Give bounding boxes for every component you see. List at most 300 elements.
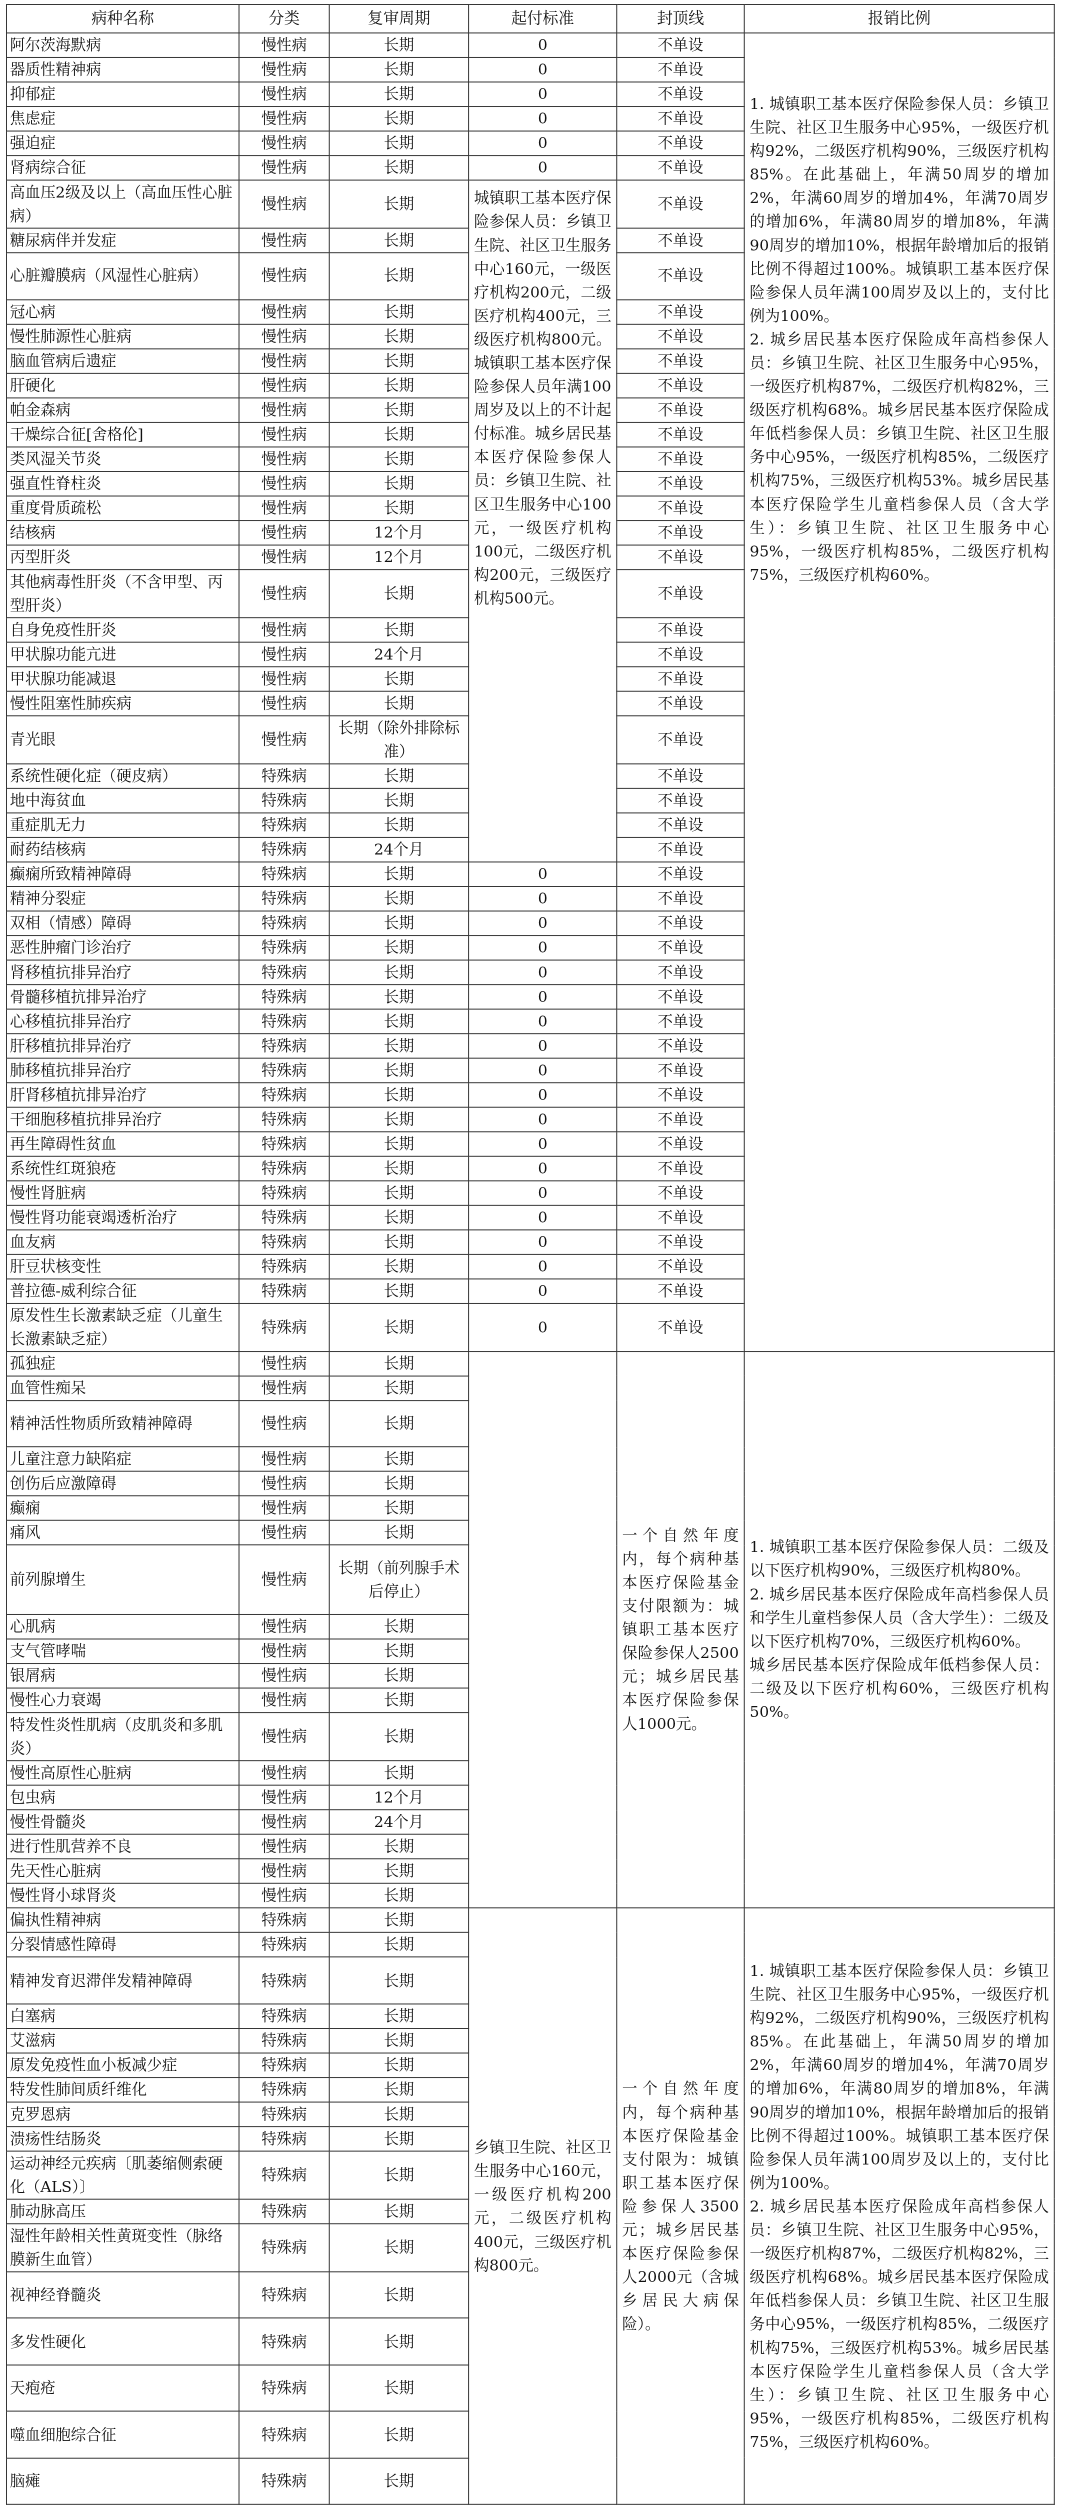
review-cycle-cell: 长期	[329, 2318, 468, 2365]
category-cell: 慢性病	[239, 1761, 329, 1786]
ratio-paragraph: 2. 城乡居民基本医疗保险成年高档参保人员：乡镇卫生院、社区卫生服务中心95%，一级医疗机构87%，二级医疗机构82%，三级医疗机构68%。城乡居民基本医疗保险成年低档参保人员：乡镇卫生院、社区卫生服务中心95%，一级医疗机构85%，二级医疗机构75%，三级医疗机构53%。城乡居民基本医疗保险学生儿童档参保人员（含大学生）：乡镇卫生院、社区卫生服务中心95%，一级医疗机构85%，二级医疗机构75%，三级医疗机构60%。	[749, 2197, 1049, 2451]
category-cell: 特殊病	[239, 2004, 329, 2029]
category-cell: 特殊病	[239, 1009, 329, 1034]
start-standard-cell: 0	[469, 1131, 617, 1156]
review-cycle-cell: 长期	[329, 348, 468, 373]
disease-name-cell: 肺动脉高压	[6, 2199, 239, 2224]
review-cycle-cell: 长期	[329, 1496, 468, 1521]
table-body	[6, 33, 1054, 2505]
disease-name-cell: 心移植抗排异治疗	[6, 1009, 239, 1034]
cap-line-cell: 不单设	[617, 471, 745, 496]
category-cell: 特殊病	[239, 2028, 329, 2053]
category-cell: 特殊病	[239, 1082, 329, 1107]
review-cycle-cell: 长期	[329, 1639, 468, 1664]
category-cell: 特殊病	[239, 2272, 329, 2319]
disease-name-cell: 多发性硬化	[6, 2318, 239, 2365]
start-standard-cell: 0	[469, 33, 617, 58]
disease-name-cell: 骨髓移植抗排异治疗	[6, 984, 239, 1009]
reimbursement-ratio-merged-cell	[744, 1351, 1054, 1908]
category-cell: 慢性病	[239, 1545, 329, 1615]
start-standard-cell: 0	[469, 1278, 617, 1303]
category-cell: 慢性病	[239, 1713, 329, 1761]
review-cycle-cell: 长期	[329, 1957, 468, 2004]
disease-name-cell: 肾移植抗排异治疗	[6, 960, 239, 985]
review-cycle-cell: 长期	[329, 253, 468, 300]
start-standard-cell: 0	[469, 886, 617, 911]
review-cycle-cell: 长期	[329, 2199, 468, 2224]
review-cycle-cell: 长期（除外排除标准）	[329, 715, 468, 763]
cap-line-cell: 不单设	[617, 861, 745, 886]
category-cell: 特殊病	[239, 1229, 329, 1254]
review-cycle-cell: 长期	[329, 1082, 468, 1107]
disease-name-cell: 冠心病	[6, 299, 239, 324]
category-cell: 慢性病	[239, 1496, 329, 1521]
review-cycle-cell: 长期	[329, 2004, 468, 2029]
disease-name-cell: 血友病	[6, 1229, 239, 1254]
category-cell: 特殊病	[239, 1908, 329, 1933]
disease-name-cell: 慢性阻塞性肺疾病	[6, 691, 239, 716]
disease-name-cell: 脑血管病后遗症	[6, 348, 239, 373]
disease-name-cell: 进行性肌营养不良	[6, 1834, 239, 1859]
category-cell: 特殊病	[239, 886, 329, 911]
start-standard-cell: 0	[469, 131, 617, 156]
disease-name-cell: 器质性精神病	[6, 57, 239, 82]
category-cell: 慢性病	[239, 1447, 329, 1472]
review-cycle-cell: 长期	[329, 1520, 468, 1545]
cap-line-cell: 不单设	[617, 57, 745, 82]
cap-line-cell: 不单设	[617, 180, 745, 228]
cap-line-cell: 不单设	[617, 1303, 745, 1351]
category-cell: 特殊病	[239, 1205, 329, 1230]
review-cycle-cell: 长期	[329, 1107, 468, 1132]
cap-line-cell: 不单设	[617, 228, 745, 253]
category-cell: 特殊病	[239, 2223, 329, 2271]
category-cell: 慢性病	[239, 228, 329, 253]
review-cycle-cell: 长期	[329, 1033, 468, 1058]
cap-line-cell: 不单设	[617, 642, 745, 667]
disease-name-cell: 慢性肾功能衰竭透析治疗	[6, 1205, 239, 1230]
disease-name-cell: 甲状腺功能亢进	[6, 642, 239, 667]
disease-name-cell: 偏执性精神病	[6, 1908, 239, 1933]
review-cycle-cell: 长期	[329, 691, 468, 716]
disease-name-cell: 普拉德-威利综合征	[6, 1278, 239, 1303]
start-standard-cell: 0	[469, 1254, 617, 1279]
category-cell: 慢性病	[239, 1351, 329, 1376]
cap-line-cell: 不单设	[617, 107, 745, 132]
category-cell: 慢性病	[239, 1834, 329, 1859]
disease-name-cell: 癫痫所致精神障碍	[6, 861, 239, 886]
cap-line-cell: 不单设	[617, 82, 745, 107]
review-cycle-cell: 长期	[329, 2151, 468, 2199]
category-cell: 慢性病	[239, 422, 329, 447]
disease-name-cell: 肾病综合征	[6, 156, 239, 181]
disease-name-cell: 噬血细胞综合征	[6, 2411, 239, 2458]
disease-name-cell: 自身免疫性肝炎	[6, 617, 239, 642]
category-cell: 特殊病	[239, 2126, 329, 2151]
disease-name-cell: 精神分裂症	[6, 886, 239, 911]
review-cycle-cell: 长期	[329, 1713, 468, 1761]
disease-name-cell: 丙型肝炎	[6, 545, 239, 570]
disease-name-cell: 特发性炎性肌病（皮肌炎和多肌炎）	[6, 1713, 239, 1761]
disease-name-cell: 艾滋病	[6, 2028, 239, 2053]
review-cycle-cell: 长期	[329, 2077, 468, 2102]
category-cell: 特殊病	[239, 2053, 329, 2078]
cap-line-cell: 不单设	[617, 886, 745, 911]
reimbursement-ratio-merged-cell	[744, 33, 1054, 1351]
disease-reimbursement-table	[6, 4, 1055, 2505]
disease-name-cell: 高血压2级及以上（高血压性心脏病）	[6, 180, 239, 228]
cap-line-cell: 不单设	[617, 984, 745, 1009]
disease-name-cell: 恶性肿瘤门诊治疗	[6, 935, 239, 960]
cap-line-cell: 不单设	[617, 397, 745, 422]
review-cycle-cell: 长期	[329, 1664, 468, 1689]
header-review-cycle: 复审周期	[329, 4, 468, 32]
disease-name-cell: 干燥综合征[舍格伦]	[6, 422, 239, 447]
cap-line-cell: 不单设	[617, 1033, 745, 1058]
category-cell: 慢性病	[239, 520, 329, 545]
review-cycle-cell: 长期	[329, 1303, 468, 1351]
category-cell: 慢性病	[239, 715, 329, 763]
category-cell: 慢性病	[239, 1688, 329, 1713]
category-cell: 慢性病	[239, 1859, 329, 1884]
cap-line-cell: 不单设	[617, 1082, 745, 1107]
cap-line-cell: 不单设	[617, 545, 745, 570]
start-standard-cell: 0	[469, 156, 617, 181]
review-cycle-cell: 长期	[329, 2272, 468, 2319]
disease-name-cell: 溃疡性结肠炎	[6, 2126, 239, 2151]
review-cycle-cell: 长期	[329, 1229, 468, 1254]
review-cycle-cell: 24个月	[329, 1810, 468, 1835]
disease-name-cell: 湿性年龄相关性黄斑变性（脉络膜新生血管）	[6, 2223, 239, 2271]
start-standard-cell: 0	[469, 1082, 617, 1107]
disease-name-cell: 先天性心脏病	[6, 1859, 239, 1884]
cap-line-cell: 不单设	[617, 1131, 745, 1156]
cap-line-cell: 不单设	[617, 935, 745, 960]
disease-name-cell: 视神经脊髓炎	[6, 2272, 239, 2319]
disease-name-cell: 包虫病	[6, 1785, 239, 1810]
cap-line-cell: 不单设	[617, 1180, 745, 1205]
category-cell: 特殊病	[239, 2077, 329, 2102]
disease-name-cell: 精神活性物质所致精神障碍	[6, 1400, 239, 1447]
cap-line-merged-cell: 一个自然年度内，每个病种基本医疗保险基金支付限为：城镇职工基本医疗保险参保人3500元；城乡居民基本医疗保险参保人2000元（含城乡居民大病保险）。	[617, 1908, 745, 2505]
category-cell: 慢性病	[239, 397, 329, 422]
start-standard-empty-cell	[469, 1351, 617, 1908]
review-cycle-cell: 长期	[329, 960, 468, 985]
category-cell: 慢性病	[239, 545, 329, 570]
review-cycle-cell: 长期	[329, 935, 468, 960]
cap-line-cell: 不单设	[617, 691, 745, 716]
disease-name-cell: 克罗恩病	[6, 2102, 239, 2127]
disease-name-cell: 孤独症	[6, 1351, 239, 1376]
review-cycle-cell: 长期	[329, 1834, 468, 1859]
review-cycle-cell: 24个月	[329, 837, 468, 862]
disease-name-cell: 分裂情感性障碍	[6, 1933, 239, 1958]
category-cell: 特殊病	[239, 1933, 329, 1958]
review-cycle-cell: 长期	[329, 763, 468, 788]
reimbursement-ratio-merged-cell	[744, 1908, 1054, 2505]
cap-line-cell: 不单设	[617, 348, 745, 373]
disease-name-cell: 慢性肺源性心脏病	[6, 324, 239, 349]
cap-line-merged-cell: 一个自然年度内，每个病种基本医疗保险基金支付限额为：城镇职工基本医疗保险参保人2500元；城乡居民基本医疗保险参保人1000元。	[617, 1351, 745, 1908]
ratio-paragraph: 1. 城镇职工基本医疗保险参保人员：二级及以下医疗机构90%，三级医疗机构80%。	[749, 1538, 1049, 1580]
review-cycle-cell: 长期	[329, 228, 468, 253]
disease-name-cell: 焦虑症	[6, 107, 239, 132]
cap-line-cell: 不单设	[617, 1009, 745, 1034]
cap-line-cell: 不单设	[617, 373, 745, 398]
category-cell: 慢性病	[239, 57, 329, 82]
ratio-paragraph: 1. 城镇职工基本医疗保险参保人员：乡镇卫生院、社区卫生服务中心95%，一级医疗机构92%，二级医疗机构90%，三级医疗机构85%。在此基础上，年满50周岁的增加2%，年满60周岁的增加4%，年满70周岁的增加6%，年满80周岁的增加8%，年满90周岁的增加10%，根据年龄增加后的报销比例不得超过100%。城镇职工基本医疗保险参保人员年满100周岁及以上的，支付比例为100%。	[749, 95, 1049, 325]
review-cycle-cell: 长期	[329, 1400, 468, 1447]
header-reimbursement-ratio: 报销比例	[744, 4, 1054, 32]
disease-name-cell: 慢性高原性心脏病	[6, 1761, 239, 1786]
disease-name-cell: 天疱疮	[6, 2365, 239, 2412]
review-cycle-cell: 长期	[329, 569, 468, 617]
review-cycle-cell: 长期	[329, 1688, 468, 1713]
category-cell: 特殊病	[239, 911, 329, 936]
review-cycle-cell: 长期	[329, 324, 468, 349]
disease-name-cell: 肺移植抗排异治疗	[6, 1058, 239, 1083]
cap-line-cell: 不单设	[617, 1278, 745, 1303]
category-cell: 慢性病	[239, 1785, 329, 1810]
disease-name-cell: 脑瘫	[6, 2458, 239, 2505]
start-standard-cell: 0	[469, 984, 617, 1009]
category-cell: 特殊病	[239, 2411, 329, 2458]
category-cell: 特殊病	[239, 1180, 329, 1205]
review-cycle-cell: 12个月	[329, 1785, 468, 1810]
disease-name-cell: 糖尿病伴并发症	[6, 228, 239, 253]
disease-name-cell: 青光眼	[6, 715, 239, 763]
review-cycle-cell: 12个月	[329, 520, 468, 545]
category-cell: 特殊病	[239, 1131, 329, 1156]
cap-line-cell: 不单设	[617, 715, 745, 763]
start-standard-cell: 0	[469, 1229, 617, 1254]
ratio-paragraph: 城乡居民基本医疗保险成年低档参保人员：二级及以下医疗机构60%，三级医疗机构50%。	[749, 1656, 1049, 1721]
cap-line-cell: 不单设	[617, 446, 745, 471]
table-row	[6, 1908, 1054, 1933]
category-cell: 慢性病	[239, 1664, 329, 1689]
cap-line-cell: 不单设	[617, 496, 745, 521]
category-cell: 慢性病	[239, 617, 329, 642]
category-cell: 慢性病	[239, 1884, 329, 1909]
cap-line-cell: 不单设	[617, 131, 745, 156]
cap-line-cell: 不单设	[617, 33, 745, 58]
category-cell: 特殊病	[239, 837, 329, 862]
header-disease-name: 病种名称	[6, 4, 239, 32]
category-cell: 特殊病	[239, 1303, 329, 1351]
disease-name-cell: 创伤后应激障碍	[6, 1471, 239, 1496]
ratio-paragraph: 1. 城镇职工基本医疗保险参保人员：乡镇卫生院、社区卫生服务中心95%，一级医疗机构92%，二级医疗机构90%，三级医疗机构85%。在此基础上，年满50周岁的增加2%，年满60周岁的增加4%，年满70周岁的增加6%，年满80周岁的增加8%，年满90周岁的增加10%，根据年龄增加后的报销比例不得超过100%。城镇职工基本医疗保险参保人员年满100周岁及以上的，支付比例为100%。	[749, 1962, 1049, 2192]
category-cell: 慢性病	[239, 107, 329, 132]
category-cell: 特殊病	[239, 2318, 329, 2365]
disease-name-cell: 甲状腺功能减退	[6, 666, 239, 691]
disease-name-cell: 心脏瓣膜病（风湿性心脏病）	[6, 253, 239, 300]
disease-name-cell: 慢性心力衰竭	[6, 1688, 239, 1713]
disease-name-cell: 心肌病	[6, 1615, 239, 1640]
category-cell: 特殊病	[239, 2365, 329, 2412]
review-cycle-cell: 长期	[329, 2223, 468, 2271]
disease-name-cell: 肝硬化	[6, 373, 239, 398]
review-cycle-cell: 长期	[329, 2365, 468, 2412]
start-standard-cell: 0	[469, 1058, 617, 1083]
review-cycle-cell: 长期	[329, 1180, 468, 1205]
disease-name-cell: 系统性硬化症（硬皮病）	[6, 763, 239, 788]
category-cell: 特殊病	[239, 812, 329, 837]
review-cycle-cell: 长期	[329, 812, 468, 837]
disease-name-cell: 系统性红斑狼疮	[6, 1156, 239, 1181]
review-cycle-cell: 长期	[329, 397, 468, 422]
review-cycle-cell: 长期	[329, 1009, 468, 1034]
disease-name-cell: 痛风	[6, 1520, 239, 1545]
header-start-standard: 起付标准	[469, 4, 617, 32]
review-cycle-cell: 长期	[329, 2458, 468, 2505]
start-standard-cell: 0	[469, 1156, 617, 1181]
review-cycle-cell: 长期	[329, 788, 468, 813]
disease-name-cell: 肝豆状核变性	[6, 1254, 239, 1279]
disease-table-sheet	[6, 4, 1055, 2505]
category-cell: 慢性病	[239, 373, 329, 398]
category-cell: 慢性病	[239, 1639, 329, 1664]
disease-name-cell: 抑郁症	[6, 82, 239, 107]
review-cycle-cell: 长期	[329, 1761, 468, 1786]
category-cell: 特殊病	[239, 2199, 329, 2224]
review-cycle-cell: 长期	[329, 82, 468, 107]
category-cell: 特殊病	[239, 2151, 329, 2199]
review-cycle-cell: 长期	[329, 1376, 468, 1401]
review-cycle-cell: 长期	[329, 156, 468, 181]
category-cell: 慢性病	[239, 471, 329, 496]
disease-name-cell: 其他病毒性肝炎（不含甲型、丙型肝炎）	[6, 569, 239, 617]
category-cell: 慢性病	[239, 299, 329, 324]
disease-name-cell: 结核病	[6, 520, 239, 545]
category-cell: 慢性病	[239, 1400, 329, 1447]
category-cell: 特殊病	[239, 1107, 329, 1132]
start-standard-cell: 0	[469, 960, 617, 985]
disease-name-cell: 慢性肾脏病	[6, 1180, 239, 1205]
cap-line-cell: 不单设	[617, 324, 745, 349]
disease-name-cell: 支气管哮喘	[6, 1639, 239, 1664]
category-cell: 特殊病	[239, 861, 329, 886]
start-standard-merged-cell: 城镇职工基本医疗保险参保人员：乡镇卫生院、社区卫生服务中心160元，一级医疗机构200元，二级医疗机构400元，三级医疗机构800元。城镇职工基本医疗保险参保人员年满100周岁及以上的不计起付标准。城乡居民基本医疗保险参保人员：乡镇卫生院、社区卫生服务中心100元，一级医疗机构100元，二级医疗机构200元，三级医疗机构500元。	[469, 180, 617, 861]
start-standard-cell: 0	[469, 1205, 617, 1230]
ratio-paragraph: 2. 城乡居民基本医疗保险成年高档参保人员和学生儿童档参保人员（含大学生）：二级及以下医疗机构70%，三级医疗机构60%。	[749, 1585, 1049, 1651]
cap-line-cell: 不单设	[617, 253, 745, 300]
cap-line-cell: 不单设	[617, 911, 745, 936]
disease-name-cell: 类风湿关节炎	[6, 446, 239, 471]
category-cell: 慢性病	[239, 33, 329, 58]
start-standard-merged-cell: 乡镇卫生院、社区卫生服务中心160元，一级医疗机构200元，二级医疗机构400元，三级医疗机构800元。	[469, 1908, 617, 2505]
category-cell: 慢性病	[239, 253, 329, 300]
review-cycle-cell: 长期	[329, 1933, 468, 1958]
disease-name-cell: 阿尔茨海默病	[6, 33, 239, 58]
review-cycle-cell: 长期	[329, 1471, 468, 1496]
cap-line-cell: 不单设	[617, 763, 745, 788]
cap-line-cell: 不单设	[617, 1156, 745, 1181]
start-standard-cell: 0	[469, 1180, 617, 1205]
cap-line-cell: 不单设	[617, 1229, 745, 1254]
review-cycle-cell: 长期（前列腺手术后停止）	[329, 1545, 468, 1615]
review-cycle-cell: 长期	[329, 299, 468, 324]
review-cycle-cell: 长期	[329, 496, 468, 521]
category-cell: 慢性病	[239, 446, 329, 471]
category-cell: 慢性病	[239, 691, 329, 716]
review-cycle-cell: 长期	[329, 446, 468, 471]
category-cell: 特殊病	[239, 984, 329, 1009]
category-cell: 特殊病	[239, 763, 329, 788]
cap-line-cell: 不单设	[617, 1107, 745, 1132]
review-cycle-cell: 长期	[329, 107, 468, 132]
disease-name-cell: 前列腺增生	[6, 1545, 239, 1615]
review-cycle-cell: 长期	[329, 1859, 468, 1884]
review-cycle-cell: 长期	[329, 1058, 468, 1083]
category-cell: 慢性病	[239, 156, 329, 181]
start-standard-cell: 0	[469, 1033, 617, 1058]
table-row	[6, 1351, 1054, 1376]
review-cycle-cell: 长期	[329, 1254, 468, 1279]
disease-name-cell: 强直性脊柱炎	[6, 471, 239, 496]
cap-line-cell: 不单设	[617, 960, 745, 985]
disease-name-cell: 帕金森病	[6, 397, 239, 422]
cap-line-cell: 不单设	[617, 1058, 745, 1083]
disease-name-cell: 重度骨质疏松	[6, 496, 239, 521]
category-cell: 慢性病	[239, 642, 329, 667]
review-cycle-cell: 长期	[329, 1205, 468, 1230]
review-cycle-cell: 长期	[329, 2126, 468, 2151]
category-cell: 慢性病	[239, 131, 329, 156]
start-standard-cell: 0	[469, 57, 617, 82]
review-cycle-cell: 长期	[329, 1351, 468, 1376]
category-cell: 特殊病	[239, 1254, 329, 1279]
review-cycle-cell: 长期	[329, 180, 468, 228]
disease-name-cell: 白塞病	[6, 2004, 239, 2029]
review-cycle-cell: 长期	[329, 666, 468, 691]
review-cycle-cell: 长期	[329, 1908, 468, 1933]
review-cycle-cell: 长期	[329, 617, 468, 642]
disease-name-cell: 癫痫	[6, 1496, 239, 1521]
disease-name-cell: 运动神经元疾病〔肌萎缩侧索硬化（ALS）〕	[6, 2151, 239, 2199]
review-cycle-cell: 长期	[329, 373, 468, 398]
category-cell: 慢性病	[239, 1376, 329, 1401]
review-cycle-cell: 长期	[329, 2102, 468, 2127]
category-cell: 慢性病	[239, 666, 329, 691]
cap-line-cell: 不单设	[617, 156, 745, 181]
category-cell: 特殊病	[239, 1156, 329, 1181]
review-cycle-cell: 长期	[329, 471, 468, 496]
review-cycle-cell: 长期	[329, 1131, 468, 1156]
start-standard-cell: 0	[469, 1107, 617, 1132]
start-standard-cell: 0	[469, 861, 617, 886]
review-cycle-cell: 12个月	[329, 545, 468, 570]
review-cycle-cell: 长期	[329, 886, 468, 911]
table-row	[6, 33, 1054, 58]
header-row	[6, 4, 1054, 32]
category-cell: 特殊病	[239, 1033, 329, 1058]
cap-line-cell: 不单设	[617, 812, 745, 837]
cap-line-cell: 不单设	[617, 569, 745, 617]
start-standard-cell: 0	[469, 911, 617, 936]
review-cycle-cell: 长期	[329, 911, 468, 936]
disease-name-cell: 肝移植抗排异治疗	[6, 1033, 239, 1058]
disease-name-cell: 再生障碍性贫血	[6, 1131, 239, 1156]
category-cell: 慢性病	[239, 180, 329, 228]
cap-line-cell: 不单设	[617, 1205, 745, 1230]
disease-name-cell: 耐药结核病	[6, 837, 239, 862]
category-cell: 慢性病	[239, 1471, 329, 1496]
category-cell: 慢性病	[239, 569, 329, 617]
cap-line-cell: 不单设	[617, 666, 745, 691]
cap-line-cell: 不单设	[617, 1254, 745, 1279]
review-cycle-cell: 长期	[329, 1447, 468, 1472]
category-cell: 特殊病	[239, 935, 329, 960]
